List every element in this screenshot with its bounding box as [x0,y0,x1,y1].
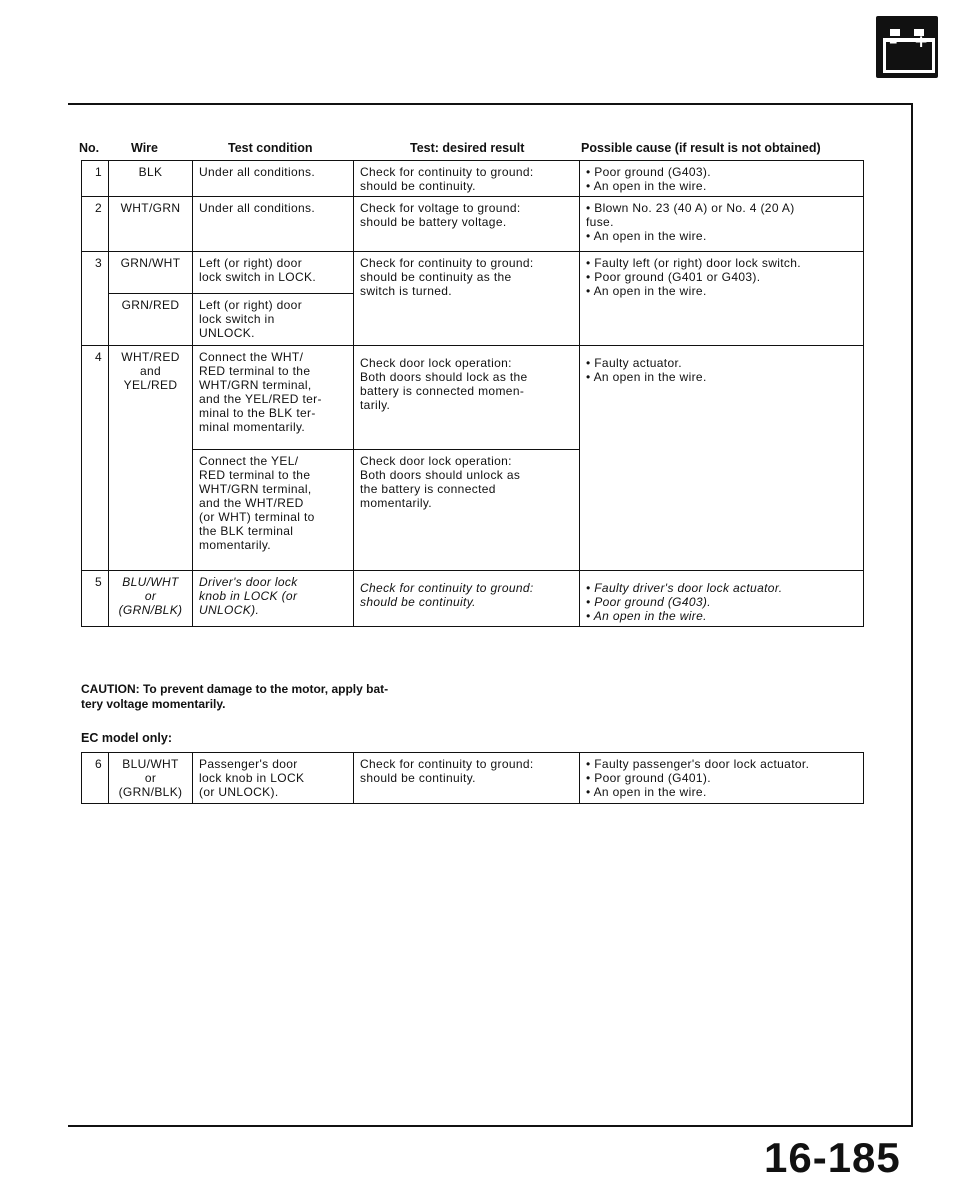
table-row [82,161,864,197]
wire-cell: WHT/GRN [109,197,193,252]
test-condition-cell: Connect the YEL/ RED terminal to the WHT/GRN terminal, and the WHT/RED (or WHT) terminal to the BLK terminal momentarily. [193,450,354,571]
table-row [82,753,864,804]
header-rule [68,103,912,105]
test-condition-cell: Left (or right) door lock switch in UNLOCK. [193,294,354,346]
desired-result-cell: Check door lock operation: Both doors should lock as the battery is connected momen- tarily. [354,346,580,450]
page-number: 16-185 [764,1134,901,1181]
desired-result-cell: Check for voltage to ground: should be battery voltage. [354,197,580,252]
column-header-test-condition: Test condition [228,141,313,155]
row-number: 6 [82,753,109,804]
possible-cause-cell: • Faulty passenger's door lock actuator. • Poor ground (G401). • An open in the wire. [580,753,864,804]
right-border-rule [911,103,913,1127]
ec-model-label: EC model only: [81,731,172,745]
possible-cause-cell: • Poor ground (G403). • An open in the wire. [580,161,864,197]
footer-rule [68,1125,913,1127]
desired-result-cell: Check for continuity to ground: should be continuity as the switch is turned. [354,252,580,346]
wire-cell: BLU/WHT or (GRN/BLK) [109,571,193,627]
wire-cell: WHT/RED and YEL/RED [109,346,193,571]
test-condition-cell: Passenger's door lock knob in LOCK (or UNLOCK). [193,753,354,804]
ec-model-table [81,752,864,804]
test-condition-cell: Under all conditions. [193,197,354,252]
battery-icon [876,16,938,78]
possible-cause-cell: • Faulty driver's door lock actuator. • Poor ground (G403). • An open in the wire. [580,571,864,627]
test-condition-cell: Connect the WHT/ RED terminal to the WHT/GRN terminal, and the YEL/RED ter- minal to the BLK ter- minal momentarily. [193,346,354,450]
test-condition-cell: Left (or right) door lock switch in LOCK. [193,252,354,294]
caution-note: CAUTION: To prevent damage to the motor, apply bat- tery voltage momentarily. [81,682,389,711]
table-row [82,197,864,252]
desired-result-cell: Check for continuity to ground: should be continuity. [354,571,580,627]
row-number: 3 [82,252,109,346]
column-header-desired-result: Test: desired result [410,141,525,155]
possible-cause-cell: • Faulty left (or right) door lock switch. • Poor ground (G401 or G403). • An open in the wire. [580,252,864,346]
test-condition-cell: Under all conditions. [193,161,354,197]
wire-cell: GRN/WHT [109,252,193,294]
column-header-wire: Wire [131,141,158,155]
column-header-possible-cause: Possible cause (if result is not obtained) [581,141,821,155]
desired-result-cell: Check for continuity to ground: should be continuity. [354,753,580,804]
wire-cell: BLK [109,161,193,197]
row-number: 4 [82,346,109,571]
test-table [81,160,864,627]
desired-result-cell: Check door lock operation: Both doors should unlock as the battery is connected momentarily. [354,450,580,571]
battery-plus-symbol: + [914,32,929,52]
wire-cell: GRN/RED [109,294,193,346]
column-header-no: No. [79,141,100,155]
desired-result-cell: Check for continuity to ground: should be continuity. [354,161,580,197]
row-number: 1 [82,161,109,197]
row-number: 5 [82,571,109,627]
table-row [82,571,864,627]
table-row [82,346,864,450]
battery-minus-symbol: – [889,32,898,52]
test-condition-cell: Driver's door lock knob in LOCK (or UNLOCK). [193,571,354,627]
table-row [82,252,864,294]
possible-cause-cell: • Blown No. 23 (40 A) or No. 4 (20 A) fuse. • An open in the wire. [580,197,864,252]
possible-cause-cell: • Faulty actuator. • An open in the wire. [580,346,864,571]
row-number: 2 [82,197,109,252]
wire-cell: BLU/WHT or (GRN/BLK) [109,753,193,804]
